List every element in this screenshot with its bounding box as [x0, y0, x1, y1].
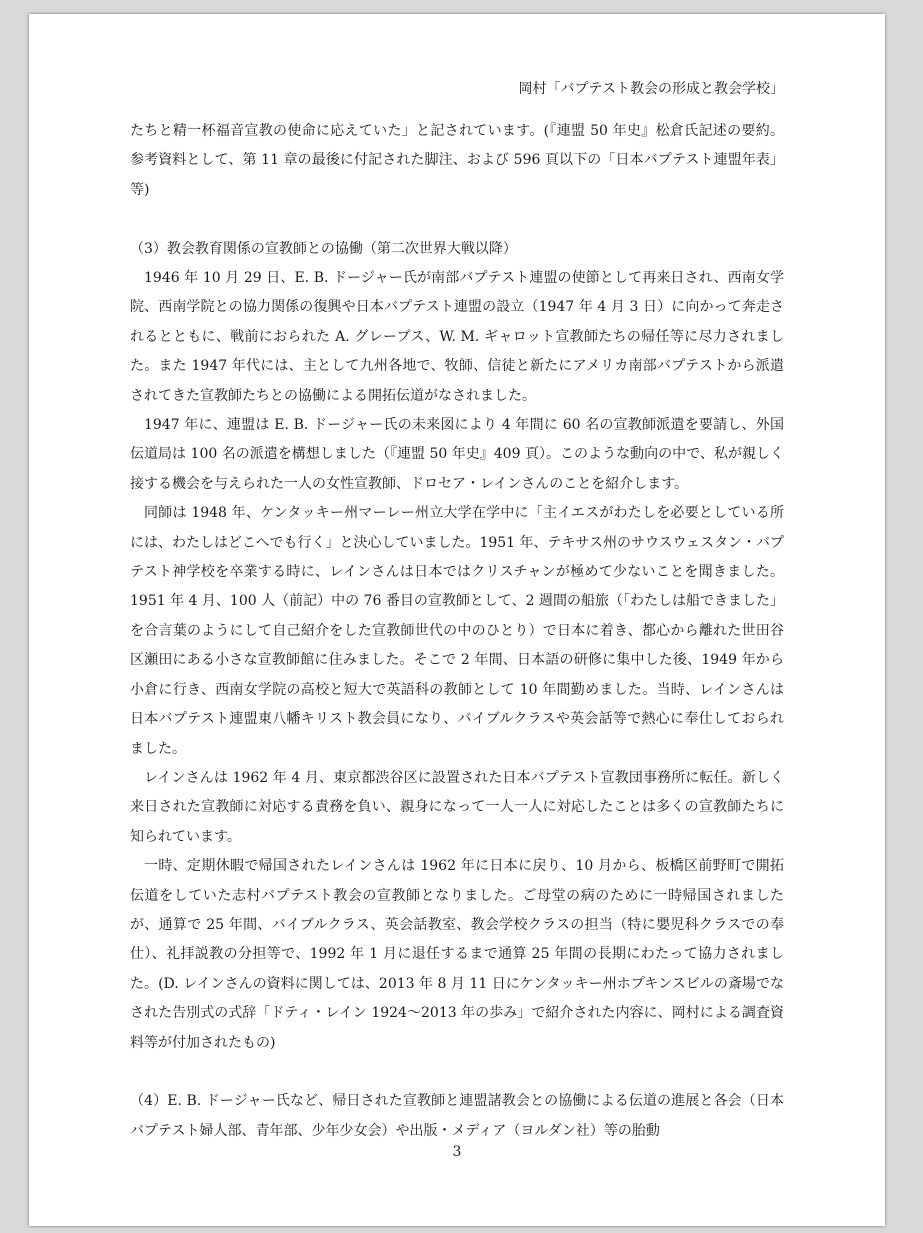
- paragraph-continuation: たちと精一杯福音宣教の使命に応えていた」と記されています。(『連盟 50 年史』松倉氏記述の要約。参考資料として、第 11 章の最後に付記された脚注、および 596 頁以下の「日本バプテスト連盟年表」等): [130, 123, 784, 198]
- paragraph: 同師は 1948 年、ケンタッキー州マーレー州立大学在学中に「主イエスがわたしを必要としている所には、わたしはどこへでも行く」と決心していました。1951 年、テキサス州のサウスウェスタン・バプテスト神学校を卒業する時に、レインさんは日本ではクリスチャンが極めて少ないことを聞きました。1951 年 4 月、100 人（前記）中の 76 番目の宣教師として、2 週間の船旅（「わたしは船できました」を合言葉のようにして自己紹介をした宣教師世代の中のひとり）で日本に着き、都心から離れた世田谷区瀬田にある小さな宣教師館に住みました。そこで 2 年間、日本語の研修に集中した後、1949 年から小倉に行き、西南女学院の高校と短大で英語科の教師として 10 年間勤めました。当時、レインさんは日本バプテスト連盟東八幡キリスト教会員になり、バイブルクラスや英会話等で熱心に奉仕しておられました。: [130, 505, 784, 757]
- document-page: [29, 14, 885, 1226]
- paragraph: 1946 年 10 月 29 日、E. B. ドージャー氏が南部バプテスト連盟の使節として再来日され、西南女学院、西南学院との協力関係の復興や日本バプテスト連盟の設立（1947 年 4 月 3 日）に向かって奔走されるとともに、戦前におられた A. グレーブス、W. M. ギャロット宣教師たちの帰任等に尽力されました。また 1947 年代には、主として九州各地で、牧師、信徒と新たにアメリカ南部バプテストから派遣されてきた宣教師たちとの協働による開拓伝道がなされました。: [130, 270, 784, 404]
- running-header: 岡村「バプテスト教会の形成と教会学校」: [518, 81, 784, 97]
- paragraph: 1947 年に、連盟は E. B. ドージャー氏の未来図により 4 年間に 60 名の宣教師派遣を要請し、外国伝道局は 100 名の派遣を構想しました（『連盟 50 年史』409 頁）。このような動向の中で、私が親しく接する機会を与えられた一人の女性宣教師、ドロセア・レインさんのことを紹介します。: [130, 417, 784, 492]
- section-heading-3: （3）教会教育関係の宣教師との協働（第二次世界大戦以降）: [130, 240, 517, 257]
- paragraph: 一時、定期休暇で帰国されたレインさんは 1962 年に日本に戻り、10 月から、板橋区前野町で開拓伝道をしていた志村バプテスト教会の宣教師となりました。ご母堂の病のために一時帰国されましたが、通算で 25 年間、バイブルクラス、英会話教室、教会学校クラスの担当（特に嬰児科クラスでの奉仕）、礼拝説教の分担等で、1992 年 1 月に退任するまで通算 25 年間の長期にわたって協力されました。(D. レインさんの資料に関しては、2013 年 8 月 11 日にケンタッキー州ホプキンスビルの斎場でなされた告別式の式辞「ドティ・レイン 1924〜2013 年の歩み」で紹介された内容に、岡村による調査資料等が付加されたもの): [130, 858, 784, 1051]
- page-number: 3: [452, 1144, 462, 1160]
- paragraph: レインさんは 1962 年 4 月、東京都渋谷区に設置された日本バプテスト宣教団事務所に転任。新しく来日された宣教師に対応する責務を負い、親身になって一人一人に対応したことは多くの宣教師たちに知られています。: [130, 769, 784, 845]
- section-heading-4: （4）E. B. ドージャー氏など、帰日された宣教師と連盟諸教会との協働による伝道の進展と各会（日本バプテスト婦人部、青年部、少年少女会）や出版・メディア（ヨルダン社）等の胎動: [130, 1093, 784, 1139]
- body-text: [130, 117, 784, 1146]
